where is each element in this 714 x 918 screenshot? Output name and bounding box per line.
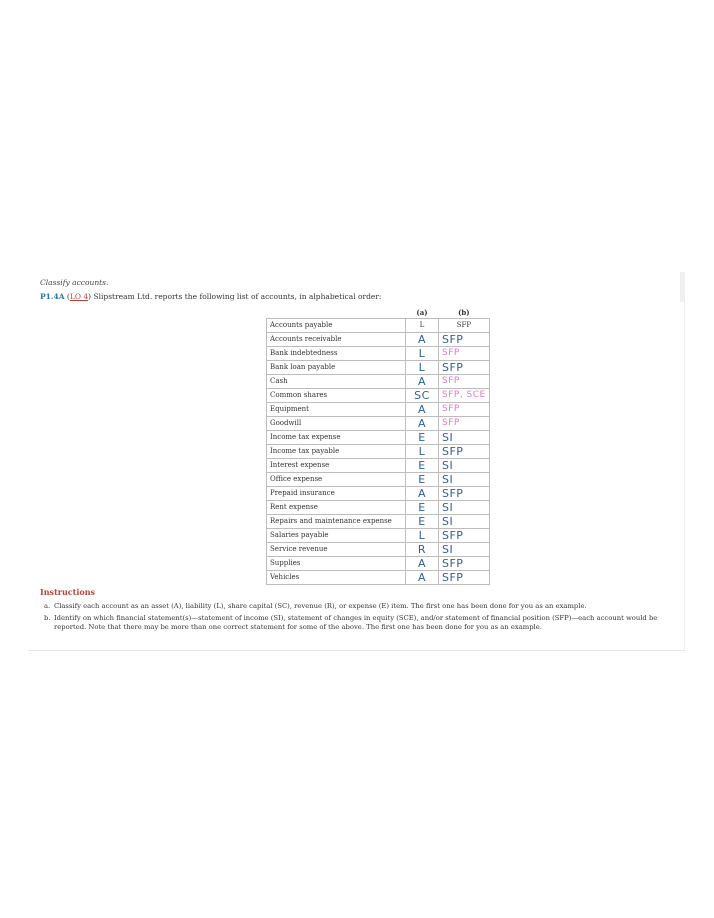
answer-b — [439, 319, 490, 333]
answer-b-value: SI — [442, 500, 454, 514]
answer-a-value: E — [418, 430, 426, 444]
answer-a — [406, 402, 439, 416]
answer-a-value: L — [418, 444, 426, 458]
answer-b-value: SFP, SCE — [442, 390, 486, 401]
account-name: Accounts payable — [267, 319, 406, 333]
answer-a-value: L — [418, 346, 426, 360]
problem-subtitle: Classify accounts. — [40, 278, 109, 287]
answer-b — [439, 486, 490, 500]
account-name: Equipment — [267, 402, 406, 416]
answer-b — [439, 528, 490, 542]
answer-a — [406, 360, 439, 374]
account-name: Repairs and maintenance expense — [267, 514, 406, 528]
scrollbar-hint — [680, 272, 684, 302]
answer-a — [406, 444, 439, 458]
table-row — [267, 542, 490, 556]
instruction-label: b. — [44, 614, 51, 622]
answer-b — [439, 500, 490, 514]
answer-a-value: A — [417, 332, 427, 346]
answer-b-value: SFP — [442, 528, 464, 542]
table-row — [267, 346, 490, 360]
answer-b — [439, 402, 490, 416]
accounts-table — [266, 306, 490, 585]
answer-b-value: SI — [442, 472, 454, 486]
answer-b — [439, 388, 490, 402]
problem-card — [28, 272, 685, 651]
answer-a-value: A — [417, 486, 427, 500]
table-row — [267, 570, 490, 584]
answer-b — [439, 332, 490, 346]
table-row — [267, 319, 490, 333]
instruction-text: Classify each account as an asset (A), liability (L), share capital (SC), revenue (R), or expense (E) item. The first one has been done for you as an example. — [54, 602, 587, 610]
answer-b-value: SFP — [442, 360, 464, 374]
answer-b-value: SI — [442, 514, 454, 528]
answer-a — [406, 374, 439, 388]
table-row — [267, 332, 490, 346]
answer-a — [406, 500, 439, 514]
table-row — [267, 374, 490, 388]
instruction-text: Identify on which financial statement(s)—statement of income (SI), statement of changes in equity (SCE), and/or statement of financial position (SFP)—each account would be reported. Note that there may be more than one correct statement for some of the above. The first one has been done for you as an example. — [54, 614, 658, 631]
answer-b-value: SFP — [456, 321, 472, 330]
answer-a — [406, 319, 439, 333]
account-name: Rent expense — [267, 500, 406, 514]
instruction-item — [44, 602, 674, 611]
answer-a — [406, 542, 439, 556]
answer-b-value: SFP — [442, 332, 464, 346]
account-name: Common shares — [267, 388, 406, 402]
answer-a — [406, 388, 439, 402]
accounts-table-body — [267, 319, 490, 585]
answer-b — [439, 542, 490, 556]
answer-a — [406, 416, 439, 430]
answer-a-value: A — [417, 416, 427, 430]
account-name: Office expense — [267, 472, 406, 486]
account-name: Cash — [267, 374, 406, 388]
answer-a — [406, 458, 439, 472]
answer-a — [406, 346, 439, 360]
header-col-b: (b) — [458, 307, 470, 317]
answer-b-value: SFP — [442, 376, 460, 387]
answer-a-value: L — [418, 360, 426, 374]
answer-b — [439, 556, 490, 570]
answer-b-value: SFP — [442, 348, 460, 359]
answer-a-value: E — [418, 472, 426, 486]
answer-b-value: SFP — [442, 444, 464, 458]
answer-b-value: SFP — [442, 570, 464, 584]
answer-a — [406, 570, 439, 584]
account-name: Income tax expense — [267, 430, 406, 444]
problem-statement — [40, 292, 381, 301]
answer-a — [406, 528, 439, 542]
answer-b — [439, 514, 490, 528]
answer-a-value: A — [417, 402, 427, 416]
answer-a-value: A — [417, 374, 427, 388]
account-name: Vehicles — [267, 570, 406, 584]
answer-b-value: SI — [442, 458, 454, 472]
account-name: Accounts receivable — [267, 332, 406, 346]
answer-a — [406, 514, 439, 528]
table-row — [267, 430, 490, 444]
instructions-heading: Instructions — [40, 587, 96, 597]
header-col-a: (a) — [416, 307, 428, 317]
answer-a — [406, 332, 439, 346]
answer-a-value: A — [417, 570, 427, 584]
answer-b — [439, 374, 490, 388]
answer-b-value: SI — [442, 430, 454, 444]
answer-b-value: SFP — [442, 418, 460, 429]
table-header-row — [267, 306, 490, 319]
answer-a-value: E — [418, 458, 426, 472]
account-name: Prepaid insurance — [267, 486, 406, 500]
answer-a-value: L — [418, 528, 426, 542]
account-name: Salaries payable — [267, 528, 406, 542]
table-row — [267, 402, 490, 416]
lo-close: ) — [88, 292, 92, 301]
table-row — [267, 528, 490, 542]
account-name: Bank loan payable — [267, 360, 406, 374]
lo-open: ( — [66, 292, 70, 301]
answer-a-value: E — [418, 514, 426, 528]
table-row — [267, 486, 490, 500]
account-name: Interest expense — [267, 458, 406, 472]
answer-b — [439, 458, 490, 472]
account-name: Goodwill — [267, 416, 406, 430]
answer-b — [439, 360, 490, 374]
table-row — [267, 416, 490, 430]
answer-b — [439, 346, 490, 360]
account-name: Supplies — [267, 556, 406, 570]
instruction-item — [44, 614, 674, 632]
answer-b — [439, 430, 490, 444]
answer-b-value: SFP — [442, 486, 464, 500]
learning-objective-link[interactable]: LO 4 — [69, 292, 89, 301]
answer-a — [406, 486, 439, 500]
table-row — [267, 500, 490, 514]
answer-b-value: SFP — [442, 404, 460, 415]
answer-a-value: E — [418, 500, 426, 514]
answer-a — [406, 430, 439, 444]
answer-a-value: L — [419, 321, 425, 330]
account-name: Bank indebtedness — [267, 346, 406, 360]
answer-a-value: R — [417, 542, 427, 556]
table-row — [267, 458, 490, 472]
answer-b-value: SI — [442, 542, 454, 556]
answer-b — [439, 472, 490, 486]
table-row — [267, 556, 490, 570]
instructions-list — [44, 602, 674, 635]
problem-text: Slipstream Ltd. reports the following list of accounts, in alphabetical order: — [93, 292, 382, 301]
header-account — [267, 306, 406, 319]
account-name: Income tax payable — [267, 444, 406, 458]
answer-b — [439, 444, 490, 458]
answer-b — [439, 570, 490, 584]
answer-a — [406, 472, 439, 486]
table-row — [267, 360, 490, 374]
answer-b — [439, 416, 490, 430]
answer-a — [406, 556, 439, 570]
table-row — [267, 472, 490, 486]
table-row — [267, 444, 490, 458]
table-row — [267, 514, 490, 528]
answer-a-value: A — [417, 556, 427, 570]
problem-code: P1.4A — [40, 292, 65, 301]
account-name: Service revenue — [267, 542, 406, 556]
table-row — [267, 388, 490, 402]
instruction-label: a. — [44, 602, 51, 610]
answer-a-value: SC — [414, 388, 430, 402]
answer-b-value: SFP — [442, 556, 464, 570]
